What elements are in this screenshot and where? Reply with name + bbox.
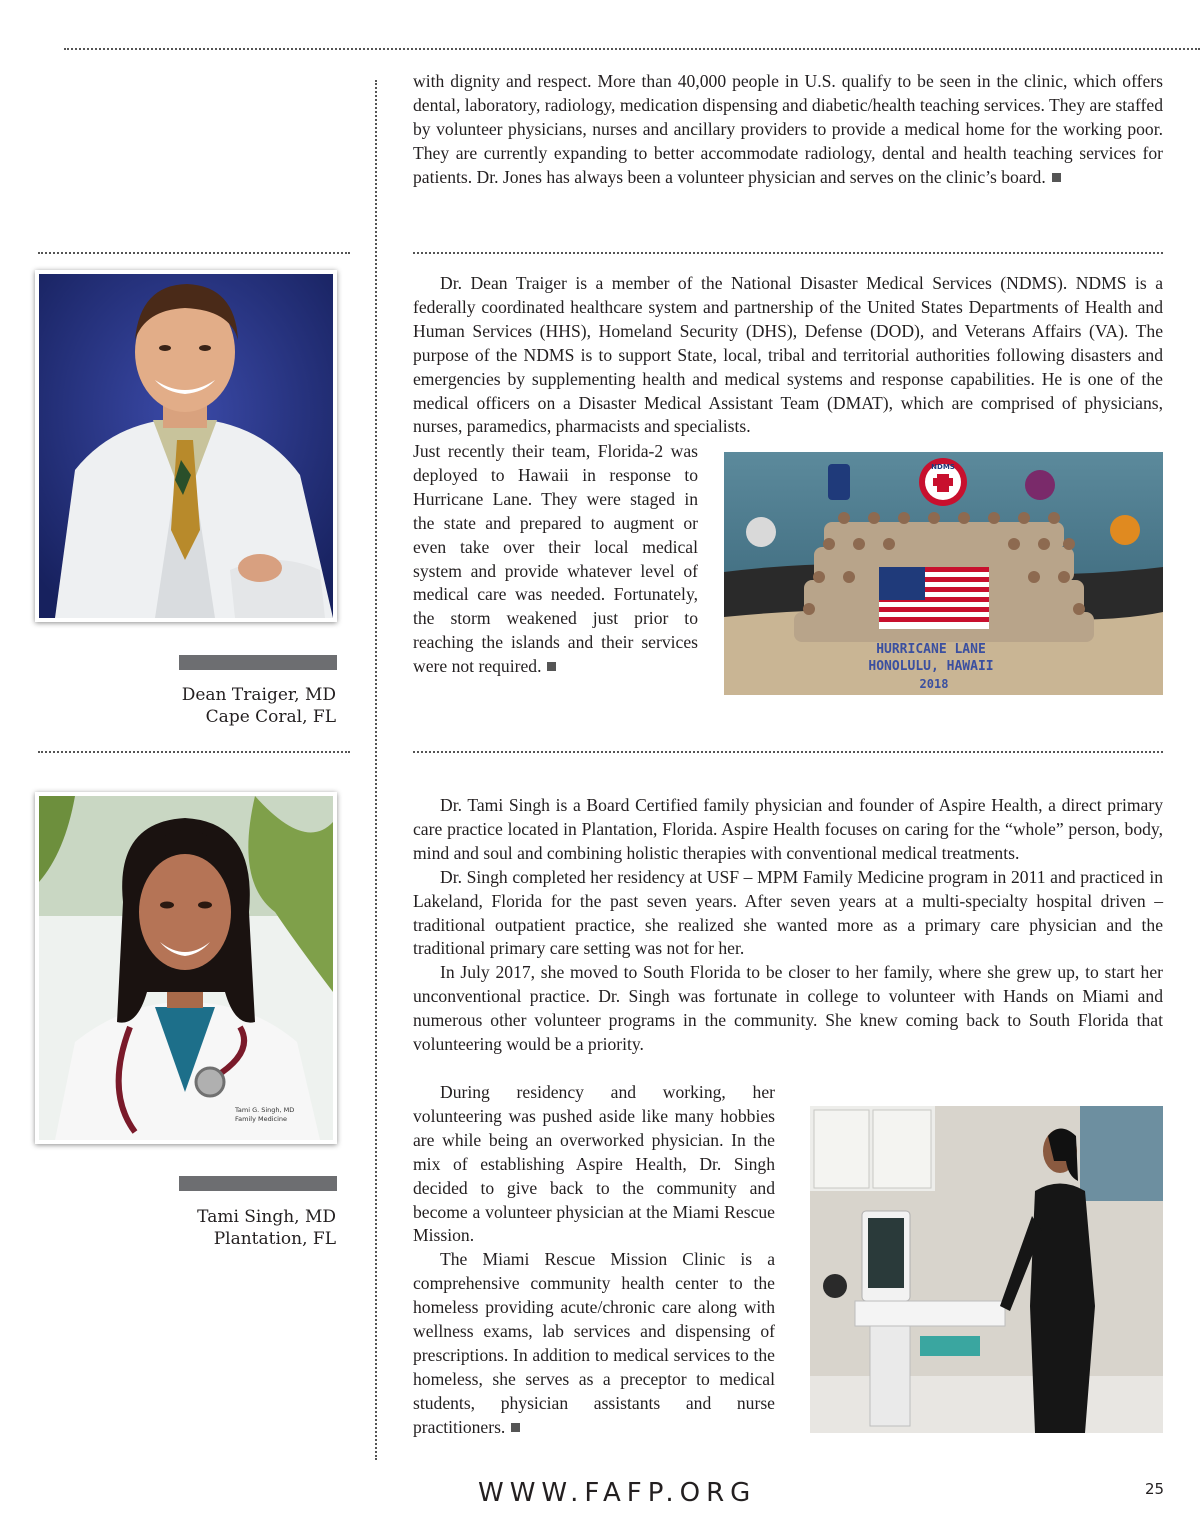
singh-clinic-photo: [810, 1106, 1163, 1433]
singh-portrait: [35, 792, 337, 1144]
footer-url: WWW.FAFP.ORG: [478, 1478, 757, 1508]
traiger-portrait: [35, 270, 337, 622]
singh-paragraph-5: The Miami Rescue Mission Clinic is a comprehensive community health center to the homeless providing acute/chronic care along with wellness exams, lab services and dispensing of prescriptions. In addition to medical services to the homeless, she serves as a preceptor to medical students, physician assistants and nurse practitioners.: [413, 1249, 775, 1437]
traiger-paragraph-2: Just recently their team, Florida-2 was deployed to Hawaii in response to Hurricane Lane. They were staged in the state and prepared to augment or even take over their local medical system and provide whatever level of medical care was needed. Fortunately, the storm weakened just prior to reaching the islands and their services were not required.: [413, 441, 698, 677]
end-mark: [1052, 173, 1061, 182]
page-number: 25: [1145, 1480, 1165, 1498]
traiger-caption: [150, 684, 336, 728]
overlay-line-1: HURRICANE LANE: [876, 642, 986, 657]
singh-caption-location: Plantation, FL: [213, 1229, 336, 1249]
overlay-line-3: 2018: [919, 677, 949, 691]
singh-paragraph-3: In July 2017, she moved to South Florida to be closer to her family, where she grew up, to start her unconventional practice. Dr. Singh was fortunate in college to volunteer with Hands on Miami and numerous other volunteer programs in the community. She knew coming back to South Florida that volunteering would be a priority.: [413, 962, 1163, 1055]
singh-badge-line-2: Family Medicine: [235, 1115, 288, 1123]
singh-paragraph-1: Dr. Tami Singh is a Board Certified family physician and founder of Aspire Health, a direct primary care practice located in Plantation, Florida. Aspire Health focuses on caring for the “whole” person, body, mind and soul and combining holistic therapies with conventional medical treatments.: [413, 795, 1163, 863]
ndms-patch-label: NDMS: [931, 463, 955, 471]
singh-badge-line-1: Tami G. Singh, MD: [235, 1106, 295, 1114]
singh-paragraph-2: Dr. Singh completed her residency at USF – MPM Family Medicine program in 2011 and practiced in Lakeland, Florida for the past seven years. After seven years at a multi-specialty hospital driven –traditional outpatient practice, she realized she wanted more as a primary care physician and the traditional primary care setting was not for her.: [413, 866, 1163, 959]
traiger-caption-location: Cape Coral, FL: [205, 707, 336, 727]
ndms-team-photo: [724, 452, 1163, 695]
rule-right-singh: [413, 751, 1163, 753]
rule-right-traiger: [413, 252, 1163, 254]
traiger-article-text: [413, 272, 1163, 439]
singh-name-bar: [179, 1176, 337, 1191]
overlay-line-2: HONOLULU, HAWAII: [868, 659, 994, 674]
top-paragraph: with dignity and respect. More than 40,000 people in U.S. qualify to be seen in the clinic, which offers dental, laboratory, radiology, medication dispensing and diabetic/health teaching services. They are staffed by volunteer physicians, nurses and ancillary providers to provide a medical home for the working poor. They are currently expanding to better accommodate radiology, dental and health teaching services for patients. Dr. Jones has always been a volunteer physician and serves on the clinic’s board.: [413, 71, 1163, 187]
singh-article-text: [413, 794, 1163, 1057]
rule-left-singh: [38, 751, 350, 753]
top-rule: [64, 48, 1200, 50]
end-mark: [511, 1423, 520, 1432]
traiger-paragraph-1: Dr. Dean Traiger is a member of the National Disaster Medical Services (NDMS). NDMS is a federally coordinated healthcare system and partnership of the United States Departments of Health and Human Services (HHS), Homeland Security (DHS), Defense (DOD), and Veterans Affairs (VA). The purpose of the NDMS is to support State, local, tribal and territorial authorities following disasters and emergencies by supplementing health and medical systems and response capabilities. He is one of the medical officers on a Disaster Medical Assistant Team (DMAT), which are comprised of physicians, nurses, paramedics, pharmacists and specialists.: [413, 273, 1163, 437]
end-mark: [547, 662, 556, 671]
traiger-article-text-wrap: [413, 440, 698, 679]
traiger-caption-name: Dean Traiger, MD: [181, 685, 336, 705]
top-article-text: [413, 70, 1163, 190]
singh-article-text-wrap: [413, 1081, 775, 1440]
rule-left-traiger: [38, 252, 350, 254]
singh-caption-name: Tami Singh, MD: [197, 1207, 336, 1227]
singh-paragraph-4: During residency and working, her volunteering was pushed aside like many hobbies are while being an overworked physician. In the mix of establishing Aspire Health, Dr. Singh decided to give back to the community and become a volunteer physician at the Miami Rescue Mission.: [413, 1082, 775, 1246]
singh-caption: [150, 1206, 336, 1250]
traiger-name-bar: [179, 655, 337, 670]
column-divider: [375, 80, 377, 1460]
